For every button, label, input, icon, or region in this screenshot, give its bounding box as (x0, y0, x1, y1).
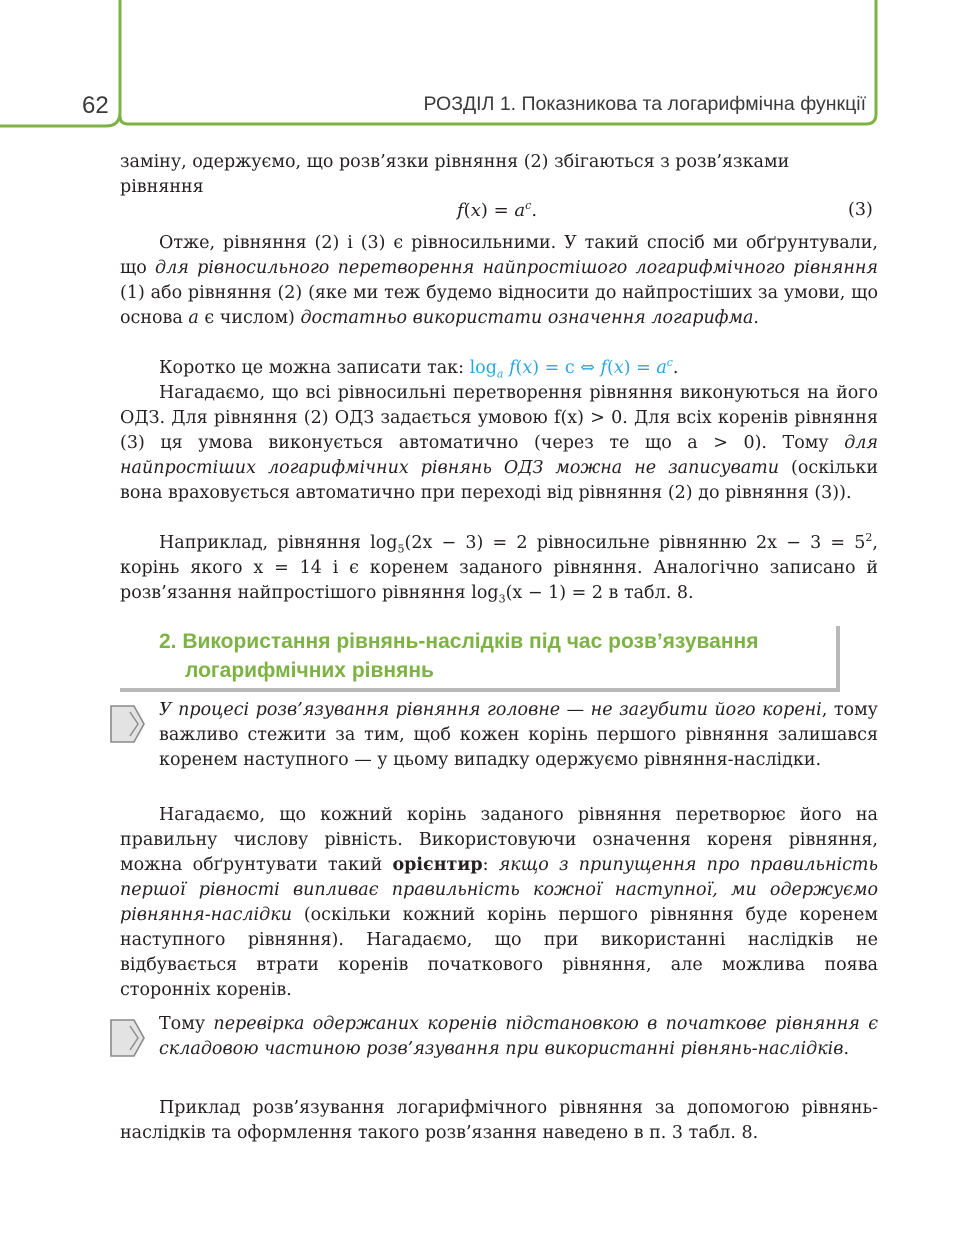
section-heading-line-1: 2. Використання рівнянь-наслідків під час розв’язування (159, 630, 759, 653)
p5-m4-base: 3 (498, 592, 506, 606)
p5-math-1 (370, 533, 528, 556)
paragraph-2 (120, 231, 878, 331)
formula-rhs-a: a (656, 358, 667, 378)
p5-m2: 2x − 3 = 5 (756, 533, 866, 553)
p5-m4-log: log (471, 583, 499, 603)
p6-text-1: Нагадаємо, що кожний корінь заданого рівняння перетворює його на правильну числову рівність. Використовуючи означення кореня рівняння, можна обґрунтувати такий (120, 805, 878, 875)
formula-base: a (496, 367, 504, 381)
p5-text-5: в табл. 8. (602, 583, 694, 603)
p2-italic-2: достатньо використати означення логарифма (300, 308, 754, 328)
p3-end: . (672, 358, 679, 378)
eq3-f: f (457, 200, 464, 221)
note2-text-2: . (843, 1039, 850, 1059)
note1-text: , тому важливо стежити за тим, щоб кожен корінь першого рівняння залишався коренем наступного — у цьому випадку одержуємо рівняння-наслідки. (159, 700, 878, 770)
p4-condition: f(x) > 0 (554, 408, 623, 428)
p4-italic-1: для найпростіших логарифмічних рівнянь ОДЗ можна не записувати (120, 433, 879, 478)
p5-math-3: x = 14 (253, 558, 322, 578)
p5-m4-arg: (x − 1) = 2 (505, 583, 603, 603)
formula-eq-c: = c (544, 358, 575, 378)
paragraph-4 (120, 381, 878, 506)
p2-text-3: є числом) (198, 308, 301, 328)
note-1 (159, 698, 878, 773)
p5-m1-arg: (2x − 3) = 2 (404, 533, 528, 553)
p5-m2-exp: 2 (865, 531, 873, 545)
p4-text-2: . Для всіх коренів рівняння (3) ця умова виконується автоматично (через те що (120, 408, 878, 453)
paragraph-5 (120, 531, 878, 606)
p5-text-4: і є коренем заданого рівняння. Аналогічно записано й розв’язання найпростішого рівняння (120, 558, 878, 603)
paragraph-1 (120, 150, 878, 200)
paragraph-3 (120, 356, 878, 381)
formula-log-definition: $\log_a f(x) = c$ ⇔ $f(x) = a^c$ (469, 356, 673, 381)
eq3-x: x (470, 200, 481, 221)
formula-rhs-c: c (666, 356, 673, 370)
arrow-marker-icon (108, 702, 148, 746)
p3-text: Коротко це можна записати так: (159, 358, 470, 378)
p2-text-1: Отже, рівняння (2) і (3) є рівносильними. У такий спосіб ми обґрунтували, що (120, 233, 878, 278)
eq3-a: a (514, 200, 526, 221)
p6-text-2: : (482, 855, 499, 875)
section-heading-line-2: логарифмічних рівнянь (185, 659, 434, 682)
p5-math-4 (471, 583, 603, 606)
p2-text-2: (1) або рівняння (2) (яке ми теж будемо відносити до найпростіших за умови, що основа (120, 283, 878, 328)
p1-line1: заміну, одержуємо, що розв’язки рівняння (2) збігаються з розв’язками (120, 152, 790, 172)
arrow-marker-icon (108, 1016, 148, 1060)
p5-math-2 (756, 533, 872, 553)
p4-text-1: Нагадаємо, що всі рівносильні перетворення рівняння виконуються на його ОДЗ. Для рівняння (2) ОДЗ задається умовою (120, 383, 878, 428)
note-2 (159, 1012, 878, 1062)
running-header: РОЗДІЛ 1. Показникова та логарифмічна функції (423, 93, 866, 115)
formula-x: x (522, 358, 533, 378)
p5-text-1: Наприклад, рівняння (159, 533, 371, 553)
eq3-c: c (525, 199, 532, 212)
note2-text-1: Тому (159, 1014, 214, 1034)
p1-line2: рівняння (120, 177, 204, 197)
p5-text-2: рівносильне рівнянню (527, 533, 757, 553)
paragraph-7: Приклад розв’язування логарифмічного рівняння за допомогою рівнянь-наслідків та оформлення такого розв’язання наведено в п. 3 табл. 8. (120, 1098, 878, 1143)
p6-text-3: (оскільки кожний корінь першого рівняння буде коренем наступного рівняння). Нагадаємо, що при використанні наслідків не відбувається втрати коренів початкового рівняння, але можлива поява сторонніх коренів. (120, 905, 878, 1000)
p6-italic-1: якщо з припущення про правильність першої рівності випливає правильність кожної наступної, ми одержуємо рівняння-наслідки (120, 855, 878, 925)
equation-number: (3) (848, 200, 873, 220)
section-heading (159, 627, 839, 685)
formula-iff: ⇔ (580, 358, 595, 378)
p2-italic-1: для рівносильного перетворення найпростішого логарифмічного рівняння (155, 258, 878, 278)
p6-bold: орієнтир (392, 855, 483, 875)
p4-text-3: ). Тому (754, 433, 845, 453)
paragraph-6 (120, 803, 878, 1003)
formula-f: f (509, 358, 516, 378)
p4-condition-2: a > 0 (687, 433, 755, 453)
page-number: 62 (82, 92, 109, 119)
p2-text-4: . (753, 308, 759, 328)
formula-log: log (469, 358, 497, 378)
p5-m1-log: log (370, 533, 398, 553)
p4-text-4: (оскільки вона враховується автоматично при переході від рівняння (2) до рівняння (3)). (120, 458, 878, 503)
note1-italic: У процесі розв’язування рівняння головне — не загубити його корені (159, 700, 822, 720)
note2-italic: перевірка одержаних коренів підстановкою в початкове рівняння є складовою частиною розв’язування при використанні рівнянь-наслідків (159, 1014, 878, 1059)
equation-3: $f(x) = a^c$. (457, 199, 538, 221)
p5-m1-base: 5 (397, 542, 405, 556)
page-frame (0, 0, 963, 140)
p5-text-3: , корінь якого (120, 533, 878, 578)
p2-var-a: a (188, 308, 199, 328)
